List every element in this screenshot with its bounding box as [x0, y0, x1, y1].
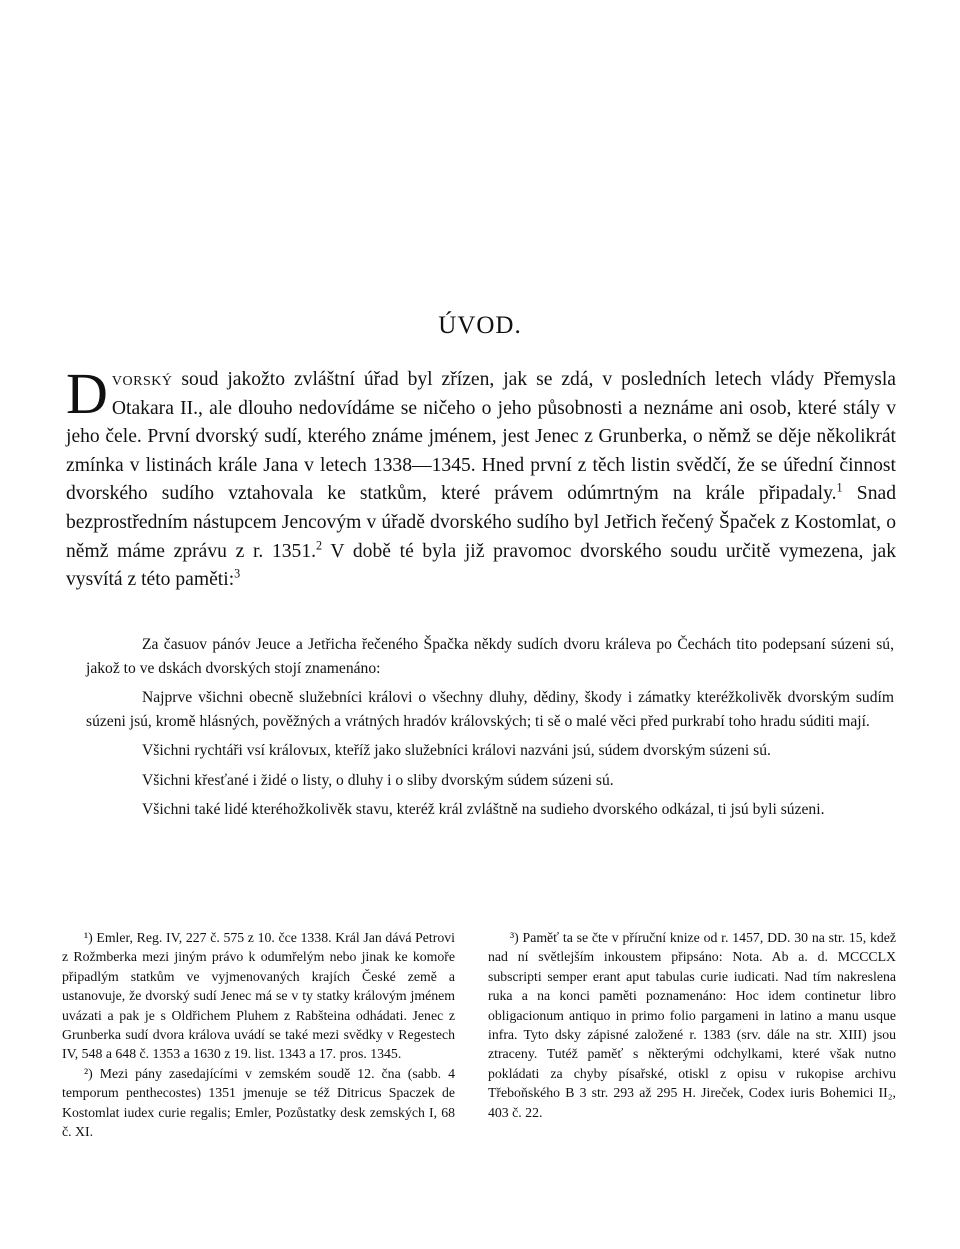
footnotes-left-column — [62, 928, 455, 1141]
footnote-ref-1: 1 — [836, 480, 843, 495]
footnote-3: ³) Paměť ta se čte v příruční knize od r. 1457, DD. 30 na str. 15, kdež nad ní světlejším inkoustem připsáno: Nota. Ab a. d. MCCCLX subscripti semper erant aput tabulas curie iudicati. Nad tím nakreslena ruka a na konci paměti poznamenáno: Hoc idem continetur libro obligacionum antiquo in primo folio pargameni in latino a manu usque infra. Tyto dsky zápisné založené r. 1383 (srv. dále na str. XIII) jsou ztraceny. Tutéž paměť s některými odchylkami, které však nutno pokládati za chyby písařské, otiskl z opisu v rukopise archivu Třeboňského B 3 str. 293 až 295 H. Jireček, Codex iuris Bohemici II₂, 403 č. 22. — [488, 930, 896, 1120]
main-text — [66, 361, 897, 595]
quote-paragraph: Najprve všichni obecně služebníci královi o všechny dluhy, dědiny, škody i zámatky kteréžkolivěk dvorským sudím súzeni jsú, kromě hlásných, pověžných a vrátných hradóv královských; ti sě o malé věci před purkrabí toho hradu súditi mají. — [86, 689, 894, 730]
text-part-1: soud jakožto zvláštní úřad byl zřízen, jak se zdá, v posledních letech vlády Přemysla Otakara II., ale dlouho nedovídáme se ničeho o jeho působnosti a neznáme ani osob, které stály v jeho čele. První dvorský sudí, kterého známe jménem, jest Jenec z Grunberka, o němž se děje několikrát zmínka v listinách krále Jana v letech 1338—1345. Hned první z těch listin svědčí, že se úřední činnost dvorského sudího vztahovala ke statkům, které právem odúmrtným na krále připadaly. — [66, 369, 896, 505]
footnote-1: ¹) Emler, Reg. IV, 227 č. 575 z 10. čce 1338. Král Jan dává Petrovi z Rožmberka mezi jiným právo k odumřelým nebo jinak ke komoře připadlým statkům ve vyjmenovaných krajích České země a ustanovuje, že dvorský sudí Jenec má se v ty statky královým jménem uvázati a pak je s Oldřichem Pluhem z Rabšteina odhádati. Jenec z Grunberka sudí dvora králova uvádí se také mezi svědky v Regestech IV, 548 a 648 č. 1353 a 1630 z 19. list. 1343 a 17. pros. 1345. — [62, 930, 455, 1062]
footnote-ref-2: 2 — [316, 538, 323, 553]
footnotes-right-column — [488, 928, 896, 1122]
first-word: vorský — [111, 369, 173, 390]
text-part-3: V době té byla již pravomoc dvorského soudu určitě vymezena, jak vysvítá z této paměti: — [66, 540, 897, 591]
quote-paragraph: Všichni rychtáři vsí královых, kteříž jako služebníci královi nazváni jsú, súdem dvorským súzeni sú. — [142, 742, 771, 759]
quoted-memorandum — [86, 633, 894, 828]
intro-paragraph — [66, 361, 897, 595]
page-title: ÚVOD. — [438, 312, 522, 339]
footnote-2: ²) Mezi pány zasedajícími v zemském soudě 12. čna (sabb. 4 temporum penthecostes) 1351 jmenuje se též Ditricus Spaczek de Kostomlat iudex curie regalis; Emler, Pozůstatky desk zemských I, 68 č. XI. — [62, 1065, 455, 1140]
drop-cap: D — [66, 361, 108, 426]
quote-paragraph: Všichni také lidé kteréhožkolivěk stavu, kteréž král zvláštně na sudieho dvorského odkázal, ti jsú byli súzeni. — [142, 801, 825, 818]
quote-paragraph: Všichni křesťané i židé o listy, o dluhy i o sliby dvorským súdem súzeni sú. — [142, 771, 614, 789]
quote-paragraph: Za časuov pánóv Jeuce a Jetřicha řečeného Špačka někdy sudích dvoru králeva po Čechách tito podepsaní súzeni sú, jakož to ve dskách dvorských stojí znamenáno: — [86, 636, 894, 677]
text-part-2: Snad bezprostředním nástupcem Jencovým v úřadě dvorského sudího byl Jetřich řečený Špaček z Kostomlat, o němž máme zprávu z r. 1351. — [66, 483, 896, 562]
footnote-ref-3: 3 — [234, 566, 241, 581]
